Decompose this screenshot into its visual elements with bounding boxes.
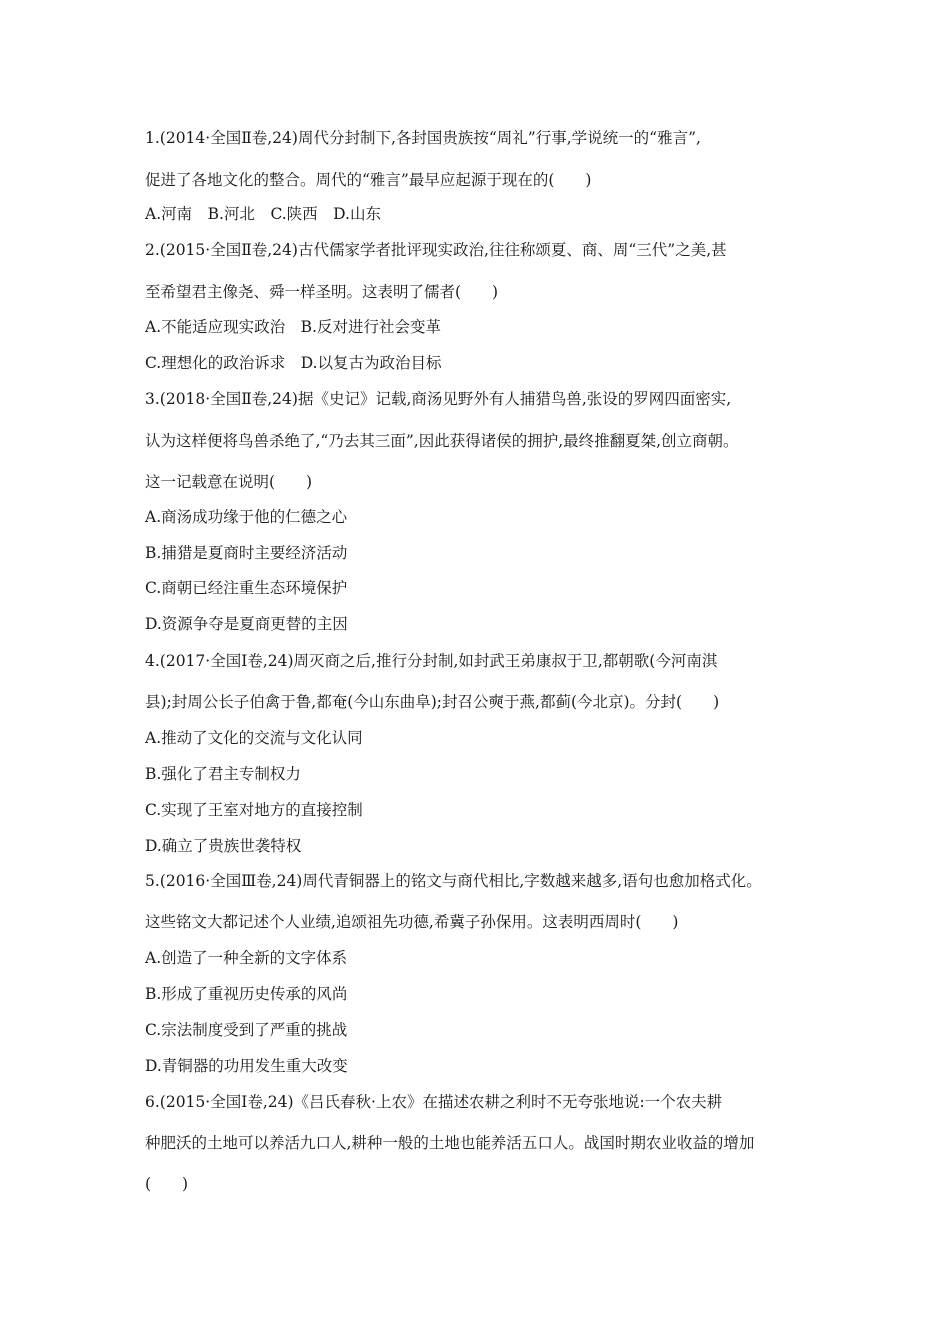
q3-option-c: C.商朝已经注重生态环境保护 [145, 579, 348, 597]
q5-option-c: C.宗法制度受到了严重的挑战 [145, 1021, 348, 1039]
q3-stem-line-3: 这一记载意在说明( ) [145, 473, 313, 491]
q3-option-a: A.商汤成功缘于他的仁德之心 [145, 508, 348, 526]
q4-stem-line-1: 4.(2017·全国Ⅰ卷,24)周灭商之后,推行分封制,如封武王弟康叔于卫,都朝歌(今河南淇 [145, 652, 718, 670]
q2-options-line-2: C.理想化的政治诉求 D.以复古为政治目标 [145, 354, 442, 372]
q1-stem-line-2: 促进了各地文化的整合。周代的“雅言”最早应起源于现在的( ) [145, 171, 592, 189]
q5-option-d: D.青铜器的功用发生重大改变 [145, 1057, 348, 1075]
q6-stem-line-2: 种肥沃的土地可以养活九口人,耕种一般的土地也能养活五口人。战国时期农业收益的增加 [145, 1134, 755, 1152]
q5-stem-line-2: 这些铭文大都记述个人业绩,追颂祖先功德,希冀子孙保用。这表明西周时( ) [145, 913, 679, 931]
q5-stem-line-1: 5.(2016·全国Ⅲ卷,24)周代青铜器上的铭文与商代相比,字数越来越多,语句也愈加格式化。 [145, 872, 762, 890]
q1-stem-line-1: 1.(2014·全国Ⅱ卷,24)周代分封制下,各封国贵族按“周礼”行事,学说统一的“雅言”, [145, 129, 701, 147]
q3-option-d: D.资源争夺是夏商更替的主因 [145, 615, 348, 633]
q3-stem-line-1: 3.(2018·全国Ⅱ卷,24)据《史记》记载,商汤见野外有人捕猎鸟兽,张设的罗网四面密实, [145, 390, 732, 408]
q4-option-b: B.强化了君主专制权力 [145, 765, 301, 783]
q4-stem-line-2: 县);封周公长子伯禽于鲁,都奄(今山东曲阜);封召公奭于燕,都蓟(今北京)。分封( ) [145, 693, 720, 711]
q1-options: A.河南 B.河北 C.陕西 D.山东 [145, 205, 381, 223]
q5-option-a: A.创造了一种全新的文字体系 [145, 949, 348, 967]
q6-stem-line-1: 6.(2015·全国Ⅰ卷,24)《吕氏春秋·上农》在描述农耕之利时不无夸张地说:一个农夫耕 [145, 1093, 723, 1111]
q2-stem-line-1: 2.(2015·全国Ⅱ卷,24)古代儒家学者批评现实政治,往往称颂夏、商、周“三代”之美,甚 [145, 241, 727, 259]
q4-option-a: A.推动了文化的交流与文化认同 [145, 729, 363, 747]
q2-options-line-1: A.不能适应现实政治 B.反对进行社会变革 [145, 318, 441, 336]
q2-stem-line-2: 至希望君主像尧、舜一样圣明。这表明了儒者( ) [145, 283, 499, 301]
q4-option-c: C.实现了王室对地方的直接控制 [145, 801, 363, 819]
q3-stem-line-2: 认为这样便将鸟兽杀绝了,“乃去其三面”,因此获得诸侯的拥护,最终推翻夏桀,创立商朝。 [145, 432, 739, 450]
q5-option-b: B.形成了重视历史传承的风尚 [145, 985, 348, 1003]
q4-option-d: D.确立了贵族世袭特权 [145, 837, 302, 855]
q6-stem-line-3: ( ) [145, 1175, 189, 1193]
q3-option-b: B.捕猎是夏商时主要经济活动 [145, 544, 348, 562]
